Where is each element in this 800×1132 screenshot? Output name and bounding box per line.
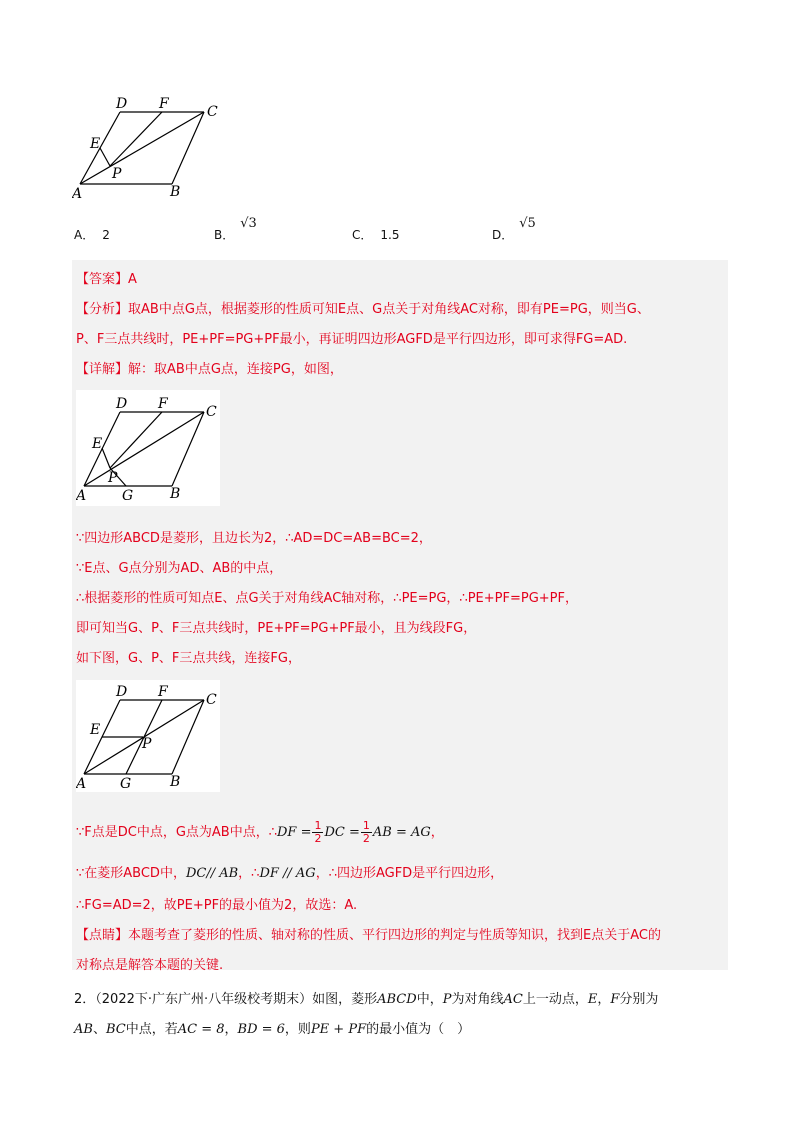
label-B: B xyxy=(170,774,181,790)
choice-a[interactable]: A． 2 xyxy=(74,228,110,242)
label-C: C xyxy=(206,692,217,708)
step-4: 即可知当G、P、F三点共线时，PE+PF=PG+PF最小，且为线段FG， xyxy=(76,621,477,636)
fraction-half: $\frac{1}{2}$ xyxy=(314,819,322,845)
fraction-half: $\frac{1}{2}$ xyxy=(362,819,370,845)
label-D: D xyxy=(116,96,128,112)
label-F: F xyxy=(159,96,169,112)
label-C: C xyxy=(206,404,217,420)
label-F: F xyxy=(158,396,168,412)
detail-tag: 【详解】 xyxy=(76,362,129,377)
analysis-line-2: P、F三点共线时，PE+PF=PG+PF最小，再证明四边形AGFD是平行四边形，即可求得FG=AD. xyxy=(76,332,628,347)
label-G: G xyxy=(120,776,132,792)
label-C: C xyxy=(207,104,218,120)
step-7: ∵在菱形ABCD中，DC// AB，∴DF // AG，∴四边形AGFD是平行四边形， xyxy=(76,866,504,881)
comment-line-1: 【点睛】本题考查了菱形的性质、轴对称的性质、平行四边形的判定与性质等知识，找到E点关于AC的 xyxy=(76,928,661,943)
label-F: F xyxy=(158,684,168,700)
comment-line-2: 对称点是解答本题的关键. xyxy=(76,958,224,973)
step-5: 如下图，G、P、F三点共线，连接FG， xyxy=(76,651,301,666)
answer-tag: 【答案】 xyxy=(76,272,129,287)
answer-line xyxy=(76,268,137,287)
label-E: E xyxy=(90,136,101,152)
figure-rhombus-2 xyxy=(76,390,220,506)
answer-value: A xyxy=(128,272,137,287)
step-8: ∴FG=AD=2，故PE+PF的最小值为2，故选：A. xyxy=(76,898,358,913)
step-2: ∵E点、G点分别为AD、AB的中点， xyxy=(76,561,283,576)
label-A: A xyxy=(76,488,87,504)
label-P: P xyxy=(112,166,122,182)
label-B: B xyxy=(170,184,181,200)
label-E: E xyxy=(92,436,103,452)
step-3: ∴根据菱形的性质可知点E、点G关于对角线AC轴对称，∴PE=PG，∴PE+PF=PG+PF， xyxy=(76,591,578,606)
answer-choices xyxy=(74,218,714,254)
label-G: G xyxy=(122,488,134,504)
step-6: ∵F点是DC中点，G点为AB中点，∴DF = $\frac{1}{2}$ DC = $\frac{1}{2}$ AB = AG， xyxy=(76,819,444,845)
figure-rhombus-3 xyxy=(76,680,220,792)
label-P: P xyxy=(108,470,118,486)
analysis-tag: 【分析】 xyxy=(76,302,129,317)
step-1: ∵四边形ABCD是菱形，且边长为2，∴AD=DC=AB=BC=2， xyxy=(76,531,432,546)
choice-c[interactable]: C． 1.5 xyxy=(352,228,400,242)
label-A: A xyxy=(72,186,83,202)
analysis-line-1: 【分析】取AB中点G点，根据菱形的性质可知E点、G点关于对角线AC对称，即有PE=PG，则当G、 xyxy=(76,302,650,317)
label-P: P xyxy=(142,736,152,752)
label-B: B xyxy=(170,486,181,502)
choice-d[interactable]: D．√5 xyxy=(492,216,536,242)
comment-tag: 【点睛】 xyxy=(76,928,129,943)
figure-rhombus-1 xyxy=(72,92,232,202)
label-D: D xyxy=(116,396,128,412)
detail-intro: 【详解】解：取AB中点G点，连接PG，如图， xyxy=(76,362,343,377)
label-A: A xyxy=(76,776,87,792)
choice-b[interactable]: B．√3 xyxy=(214,216,257,242)
question-2-line-1: 2．（2022下·广东广州·八年级校考期末）如图，菱形ABCD中，P为对角线AC上一动点，E，F分别为 xyxy=(74,992,659,1007)
question-2-line-2: AB、BC中点，若AC = 8，BD = 6，则PE + PF的最小值为（ ） xyxy=(74,1022,471,1037)
label-E: E xyxy=(90,722,101,738)
label-D: D xyxy=(116,684,128,700)
